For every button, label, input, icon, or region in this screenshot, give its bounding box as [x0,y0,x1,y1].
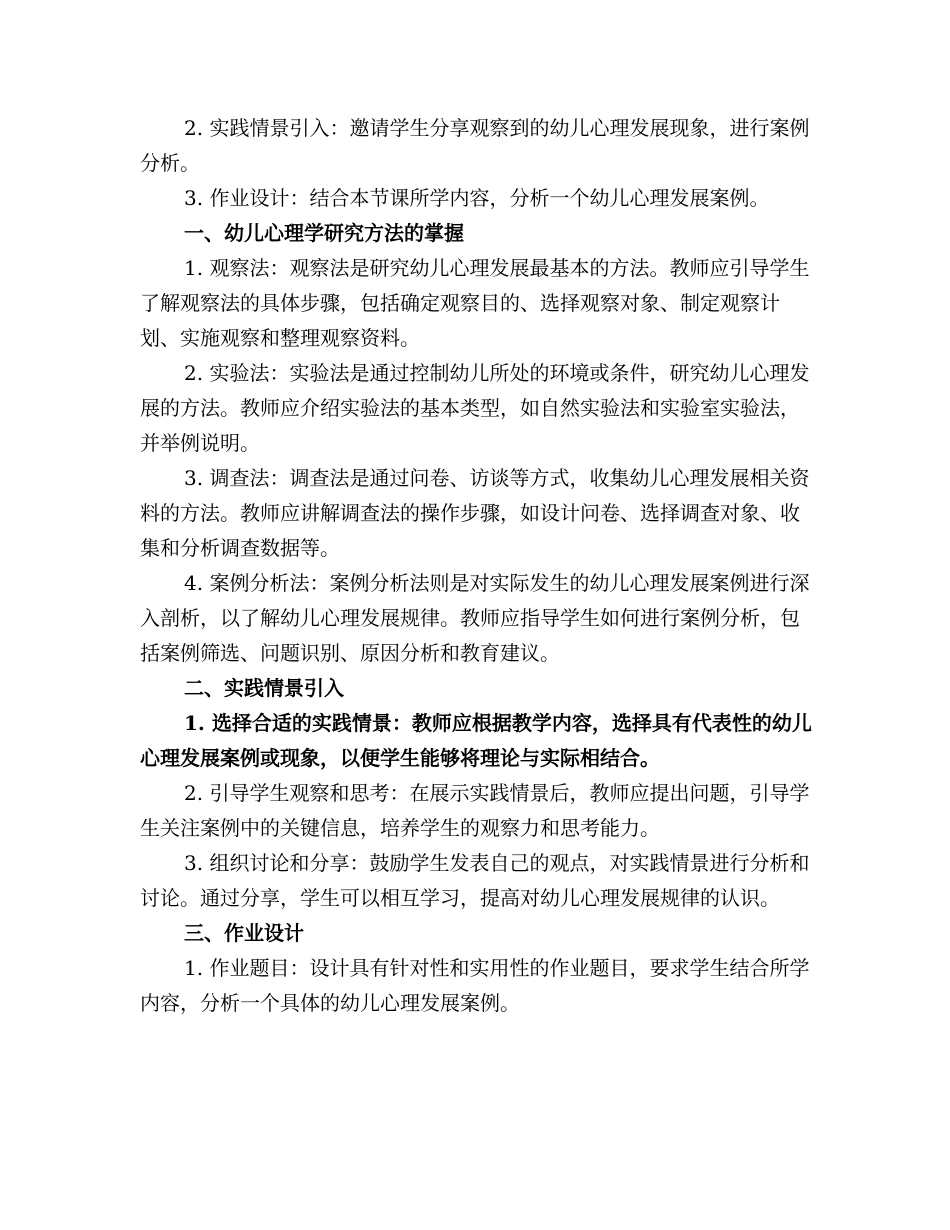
section-heading-research-methods: 一、幼儿心理学研究方法的掌握 [184,221,464,245]
paragraph-homework-topic: 1. 作业题目：设计具有针对性和实用性的作业题目，要求学生结合所学内容，分析一个具体的幼儿心理发展案例。 [140,956,810,1015]
paragraph-homework-design: 3. 作业设计：结合本节课所学内容，分析一个幼儿心理发展案例。 [184,186,770,210]
paragraph-guide-observation: 2. 引导学生观察和思考：在展示实践情景后，教师应提出问题，引导学生关注案例中的关键信息，培养学生的观察力和思考能力。 [140,781,810,840]
paragraph-experiment-method: 2. 实验法：实验法是通过控制幼儿所处的环境或条件，研究幼儿心理发展的方法。教师应介绍实验法的基本类型，如自然实验法和实验室实验法，并举例说明。 [140,361,810,455]
paragraph-survey-method: 3. 调查法：调查法是通过问卷、访谈等方式，收集幼儿心理发展相关资料的方法。教师应讲解调查法的操作步骤，如设计问卷、选择调查对象、收集和分析调查数据等。 [140,466,810,560]
section-heading-practice-scenario: 二、实践情景引入 [184,676,344,700]
section-heading-homework: 三、作业设计 [184,921,304,945]
paragraph-choose-scenario: 1. 选择合适的实践情景：教师应根据教学内容，选择具有代表性的幼儿心理发展案例或现象，以便学生能够将理论与实际相结合。 [140,711,812,770]
paragraph-observation-method: 1. 观察法：观察法是研究幼儿心理发展最基本的方法。教师应引导学生了解观察法的具体步骤，包括确定观察目的、选择观察对象、制定观察计划、实施观察和整理观察资料。 [140,256,810,350]
paragraph-case-analysis-method: 4. 案例分析法：案例分析法则是对实际发生的幼儿心理发展案例进行深入剖析，以了解幼儿心理发展规律。教师应指导学生如何进行案例分析，包括案例筛选、问题识别、原因分析和教育建议。 [140,571,810,665]
document-body [140,111,812,1021]
paragraph-discussion-sharing: 3. 组织讨论和分享：鼓励学生发表自己的观点，对实践情景进行分析和讨论。通过分享，学生可以相互学习，提高对幼儿心理发展规律的认识。 [140,851,810,910]
paragraph-practice-intro: 2. 实践情景引入：邀请学生分享观察到的幼儿心理发展现象，进行案例分析。 [140,116,810,175]
